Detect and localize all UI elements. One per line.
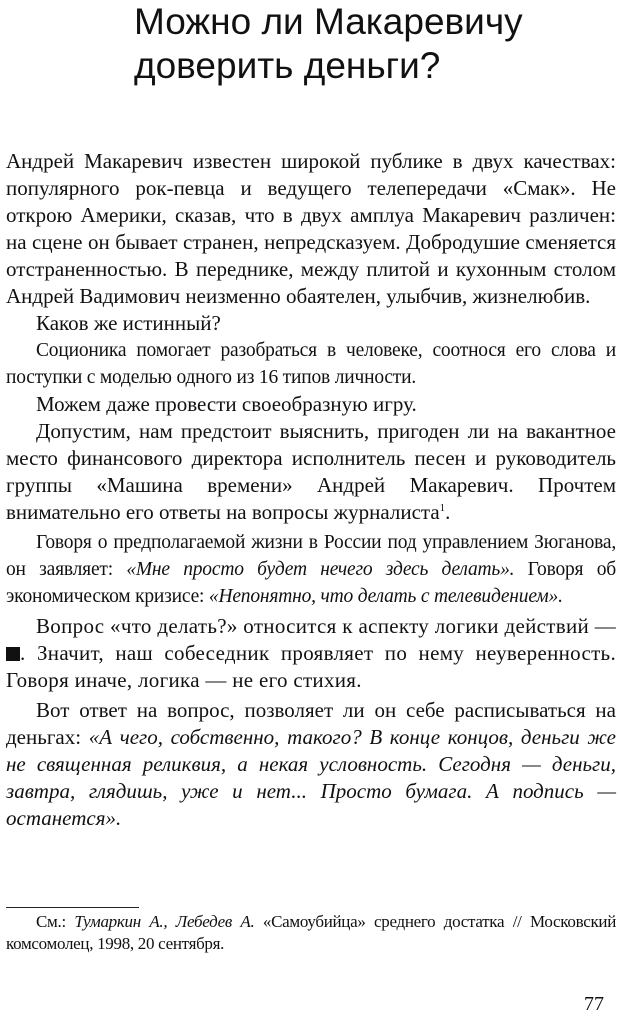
footnote-text xyxy=(6,911,616,955)
paragraph-quotes xyxy=(6,529,616,610)
page-number: 77 xyxy=(584,993,604,1015)
paragraph-question: Каков же истинный? xyxy=(36,311,221,335)
paragraph-logic xyxy=(6,613,616,694)
quote-television: «Непонятно, что делать с телевидением». xyxy=(208,586,563,607)
quote-money: «А чего, собственно, такого? В конце концов, деньги же не священная реликвия, а некая условность. Сегодня — деньги, завтра, глядишь, уже и нет... Просто бумага. А подпись — останется». xyxy=(6,725,617,830)
paragraph-intro: Андрей Макаревич известен широкой публике в двух качествах: популярного рок-певца и ведущего телепередачи «Смак». Не открою Америки, сказав, что в двух амплуа Макаревич различен: на сцене он бывает странен, непредсказуем. Добродушие сменяется отстраненностью. В переднике, между плитой и кухонным столом Андрей Вадимович неизменно обаятелен, улыбчив, жизнелюбив. xyxy=(6,149,616,308)
footnote-rest: «Самоубийца» среднего достатка // Московский комсомолец, 1998, 20 сентября. xyxy=(6,912,616,953)
footnote xyxy=(6,911,616,955)
paragraph-socionics: Соционика помогает разобраться в человеке, соотнося его слова и поступки с моделью одного из 16 типов личности. xyxy=(6,340,616,388)
black-square-icon xyxy=(6,647,20,661)
quotes-crisis: Говоря об экономическом кризисе: xyxy=(6,559,616,607)
paragraph-suppose: Допустим, нам предстоит выяснить, пригоден ли на вакантное место финансового директора исполнитель песен и руководитель группы «Машина времени» Андрей Макаревич. Прочтем внимательно его ответы на вопросы журналиста$^1$. xyxy=(6,419,616,524)
footnote-authors: Тумаркин А., Лебедев А. xyxy=(74,912,255,931)
footnote-ref: 1 xyxy=(439,502,446,514)
footnote-prefix: См.: xyxy=(36,912,75,931)
paragraph-suppose-text: Допустим, нам предстоит выяснить, пригоден ли на вакантное место финансового директора исполнитель песен и руководитель группы «Машина времени» Андрей Макаревич. Прочтем внимательно его ответы на вопросы журналиста xyxy=(6,419,616,524)
paragraph-game: Можем даже провести своеобразную игру. xyxy=(36,392,417,416)
article-body xyxy=(6,148,616,832)
money-intro: Вот ответ на вопрос, позволяет ли он себе расписываться на деньгах: xyxy=(6,698,616,749)
footnote-divider xyxy=(6,907,139,908)
paragraph-money xyxy=(6,697,616,832)
quote-zyuganov: «Мне просто будет нечего здесь делать». xyxy=(126,559,515,580)
logic-text-b: . Значит, наш собеседник проявляет по нему неуверенность. Говоря иначе, логика — не его стихия. xyxy=(6,641,616,692)
logic-text-a: Вопрос «что делать?» относится к аспекту логики действий — xyxy=(36,614,616,638)
chapter-title: Можно ли Макаревичу доверить деньги? xyxy=(134,1,523,86)
quotes-intro: Говоря о предполагаемой жизни в России под управлением Зюганова, он заявляет: xyxy=(6,532,616,580)
